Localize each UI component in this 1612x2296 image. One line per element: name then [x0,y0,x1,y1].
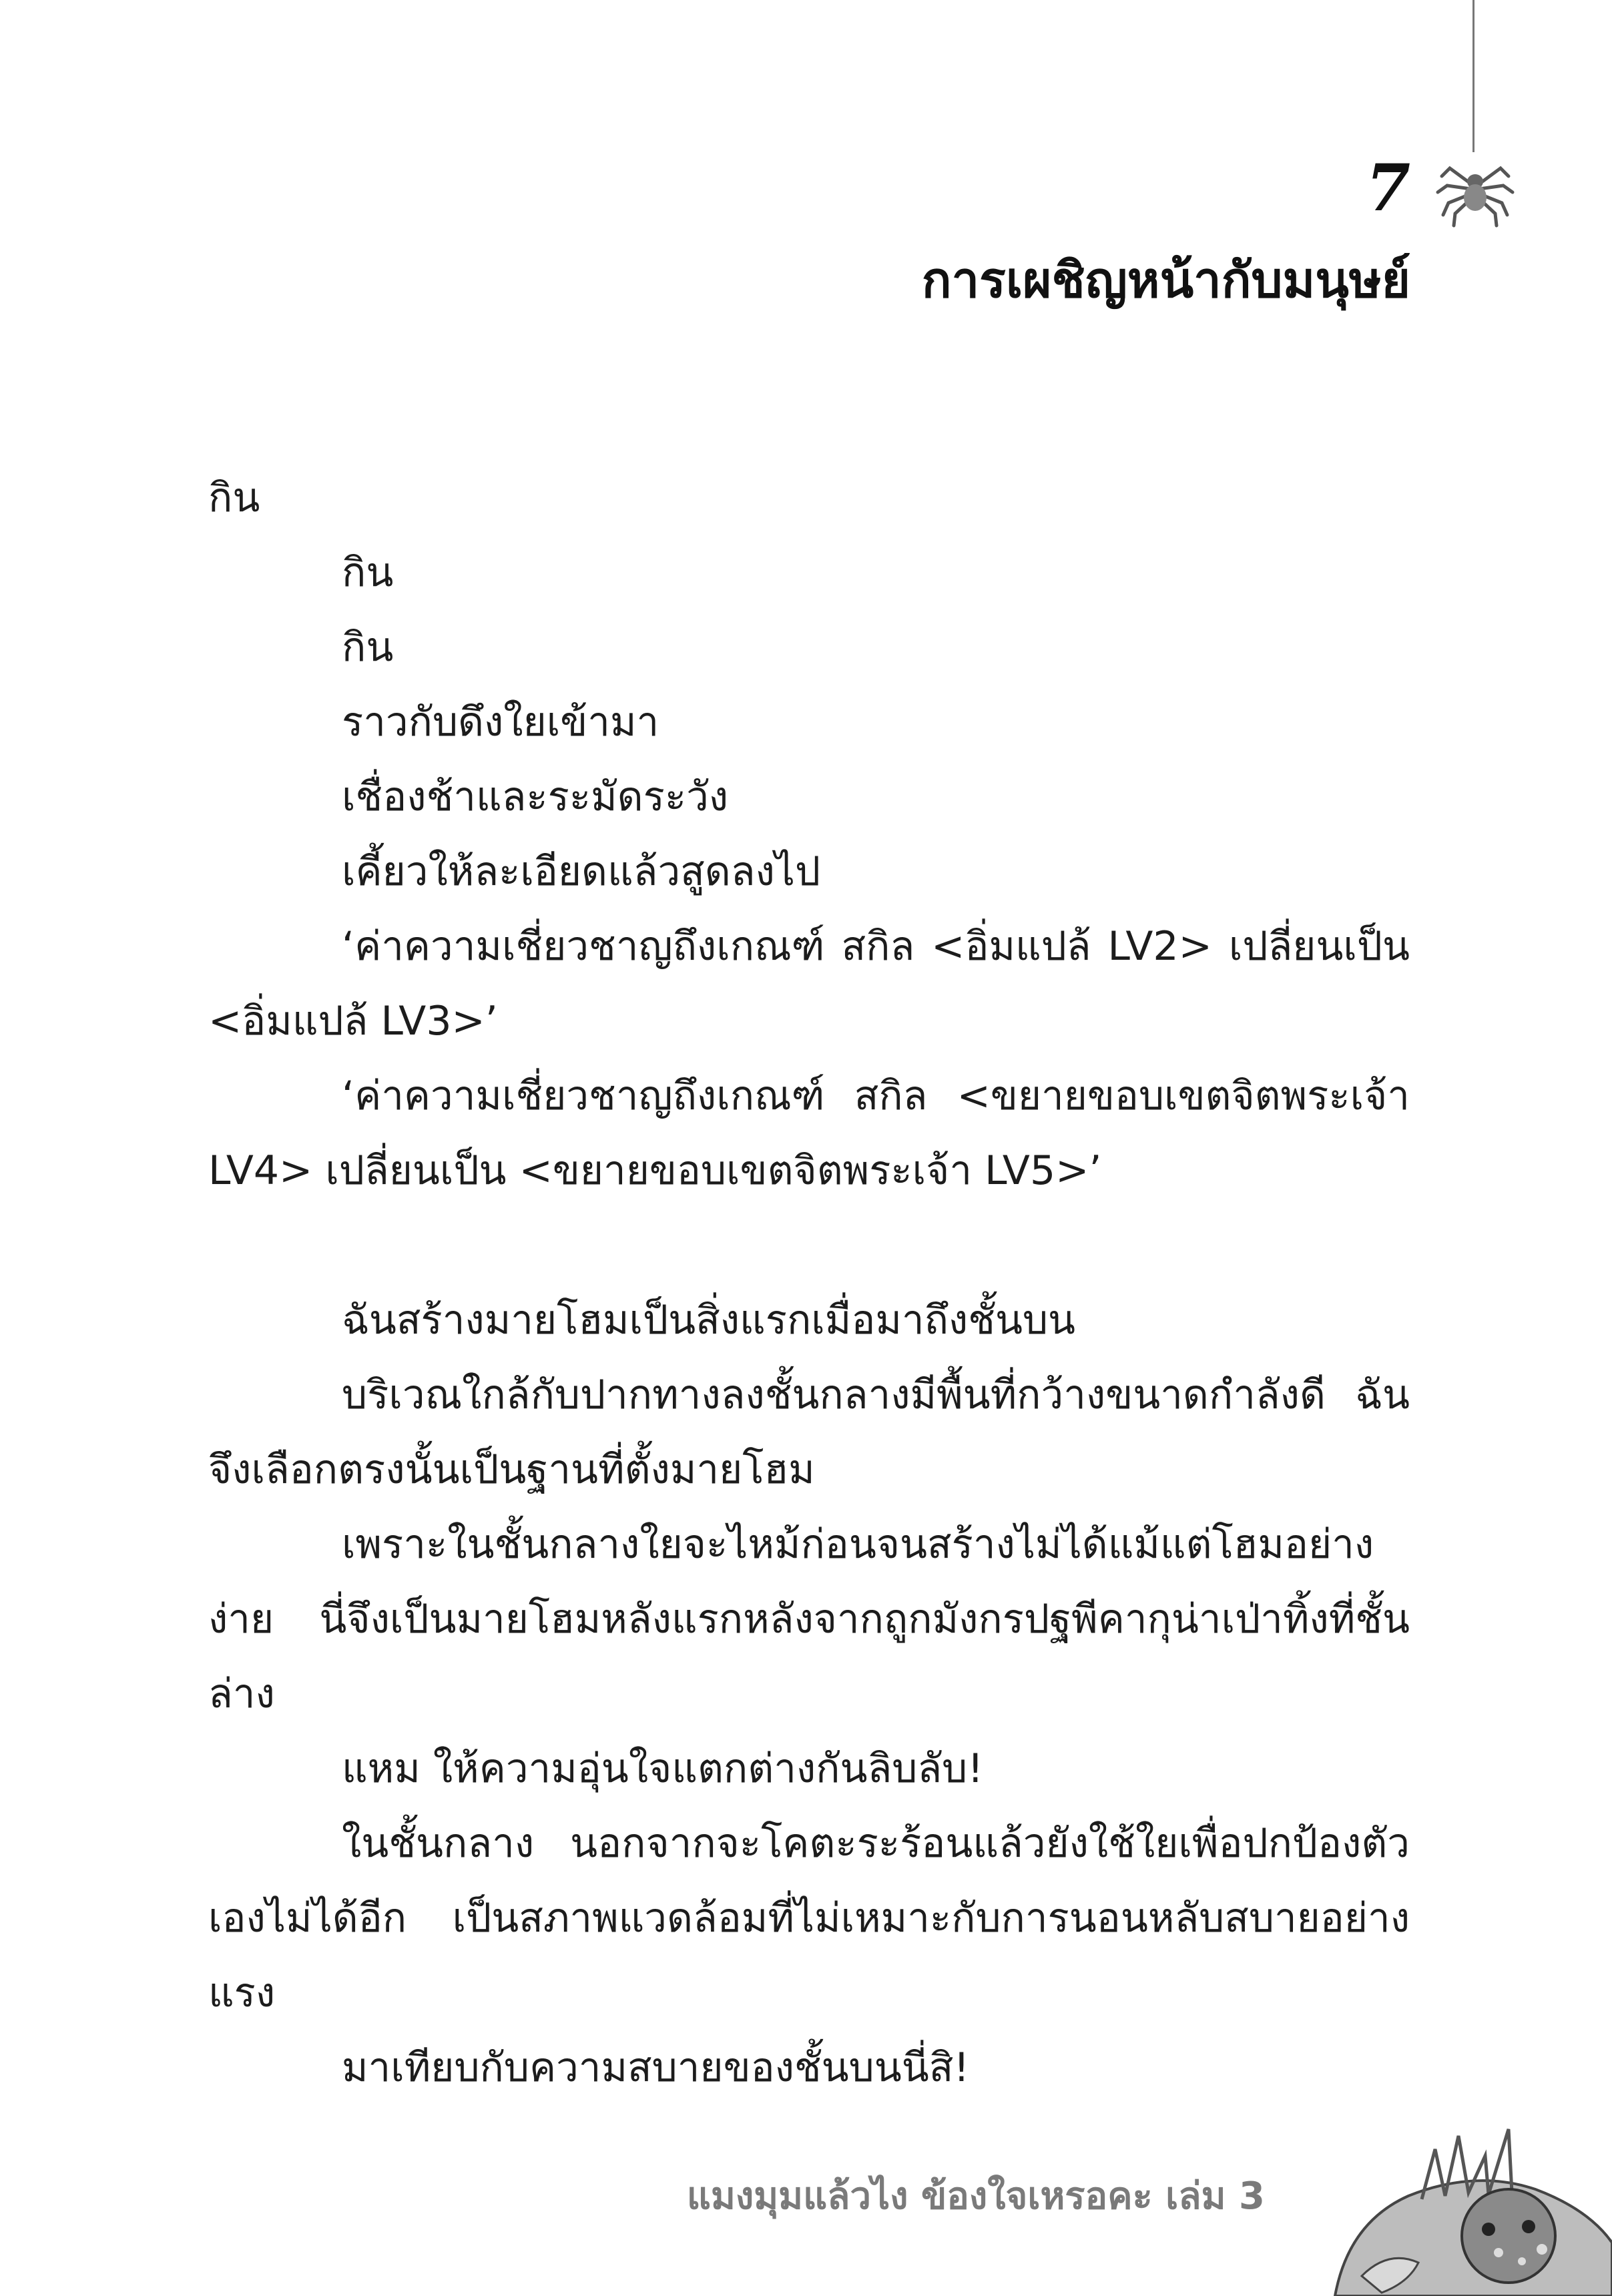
paragraph: กิน [208,475,260,521]
monster-illustration [1308,2109,1612,2296]
paragraph-gap [208,1208,1410,1283]
chapter-title: การเผชิญหน้ากับมนุษย์ [921,252,1410,309]
spider-icon [1435,148,1515,228]
paragraph: บริเวณใกล้กับปากทางลงชั้นกลางมีพื้นที่กว้างขนาดกำลังดี ฉันจึงเลือกตรงนั้นเป็นฐานที่ตั้งมายโฮม [208,1372,1410,1493]
system-message: ‘ค่าความเชี่ยวชาญถึงเกณฑ์ สกิล <ขยายขอบเขตจิตพระเจ้า LV4> เปลี่ยนเป็น <ขยายขอบเขตจิตพระเจ้า LV5>’ [208,1073,1410,1194]
paragraph: เคี้ยวให้ละเอียดแล้วสูดลงไป [342,848,821,895]
paragraph: แหม ให้ความอุ่นใจแตกต่างกันลิบลับ! [342,1745,984,1792]
paragraph: กิน [342,624,394,671]
chapter-number: 7 [1366,150,1410,226]
system-message: ‘ค่าความเชี่ยวชาญถึงเกณฑ์ สกิล <อิ่มแปล้ LV2> เปลี่ยนเป็น <อิ่มแปล้ LV3>’ [208,923,1410,1045]
body-text [208,461,1410,2105]
spider-thread [1472,0,1474,152]
paragraph: เชื่องช้าและระมัดระวัง [342,774,729,820]
paragraph: เพราะในชั้นกลางใยจะไหม้ก่อนจนสร้างไม่ได้แม้แต่โฮมอย่างง่าย นี่จึงเป็นมายโฮมหลังแรกหลังจากถูกมังกรปฐพีคากุน่าเป่าทิ้งที่ชั้นล่าง [208,1521,1410,1717]
paragraph: ฉันสร้างมายโฮมเป็นสิ่งแรกเมื่อมาถึงชั้นบน [342,1297,1076,1344]
paragraph: มาเทียบกับความสบายของชั้นบนนี่สิ! [342,2044,970,2091]
paragraph: ในชั้นกลาง นอกจากจะโคตะระร้อนแล้วยังใช้ใยเพื่อปกป้องตัวเองไม่ได้อีก เป็นสภาพแวดล้อมที่ไม่เหมาะกับการนอนหลับสบายอย่างแรง [208,1820,1410,2016]
paragraph: กิน [342,549,394,596]
paragraph: ราวกับดึงใยเข้ามา [342,699,659,746]
running-footer-title: แมงมุมแล้วไง ข้องใจเหรอคะ เล่ม 3 [686,2175,1265,2218]
